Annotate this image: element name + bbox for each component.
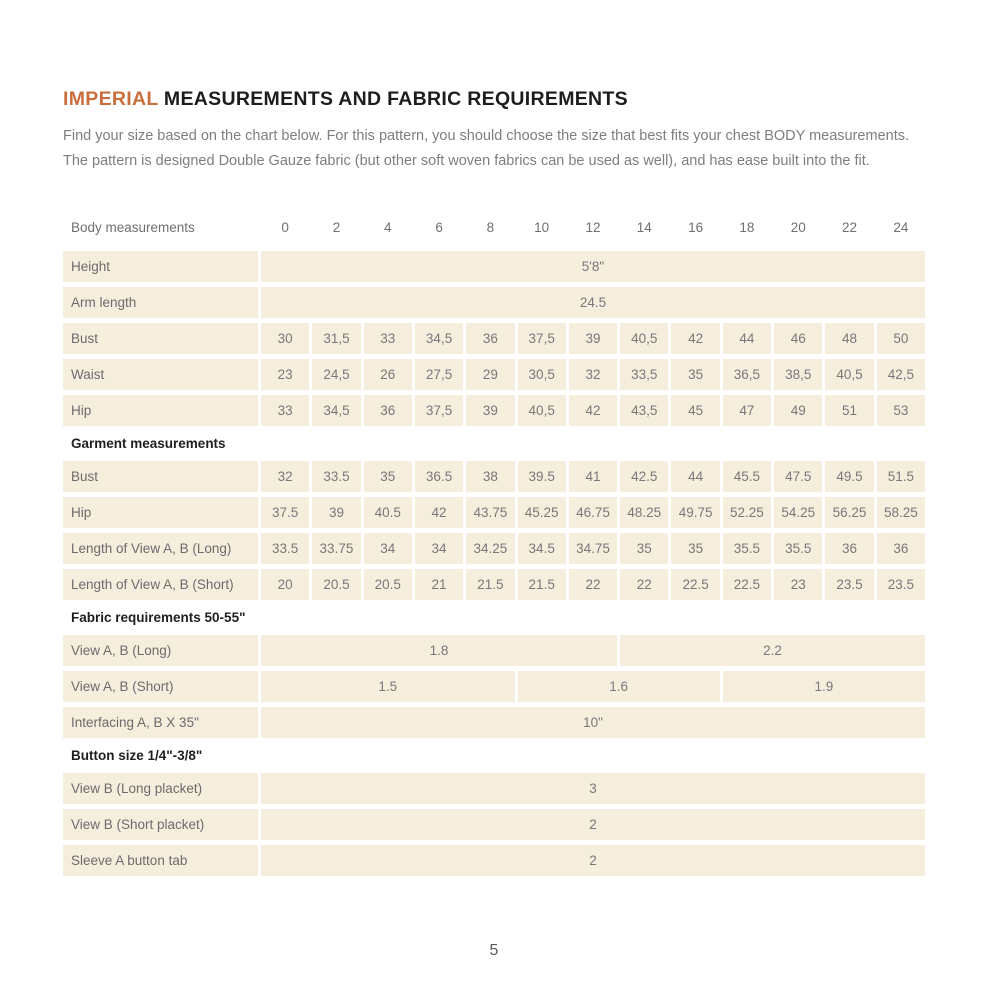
value-cell: 39 [312, 497, 360, 528]
value-cell: 21.5 [466, 569, 514, 600]
row-label: Height [63, 251, 258, 282]
value-cell: 48.25 [620, 497, 668, 528]
value-cell: 21.5 [518, 569, 566, 600]
value-cell: 47.5 [774, 461, 822, 492]
span-cell: 2 [261, 845, 925, 876]
value-cell: 40,5 [620, 323, 668, 354]
size-column-header: 6 [435, 219, 443, 235]
value-cell: 56.25 [825, 497, 873, 528]
value-cell: 43,5 [620, 395, 668, 426]
intro-line-1: Find your size based on the chart below. For this pattern, you should choose the size that best fits your chest BODY measurements. [63, 128, 910, 144]
value-cell: 54.25 [774, 497, 822, 528]
span-cell: 1.6 [518, 671, 720, 702]
value-cell: 37.5 [261, 497, 309, 528]
size-column-header: 4 [384, 219, 392, 235]
size-column-header: 24 [893, 219, 909, 235]
value-cell: 45.5 [723, 461, 771, 492]
size-column-header: 8 [486, 219, 495, 235]
table-row [63, 323, 925, 354]
row-label: Length of View A, B (Short) [63, 569, 258, 600]
value-cell: 36 [364, 395, 412, 426]
row-label: Bust [63, 323, 258, 354]
document-page [63, 0, 925, 960]
value-cell: 42 [569, 395, 617, 426]
span-cell: 2.2 [620, 635, 925, 666]
value-cell: 40,5 [518, 395, 566, 426]
value-cell: 33.5 [261, 533, 309, 564]
page-title [63, 88, 925, 111]
value-cell: 53 [877, 395, 925, 426]
value-cell: 47 [723, 395, 771, 426]
value-cell: 40,5 [825, 359, 873, 390]
row-label: View B (Long placket) [63, 773, 258, 804]
value-cell: 26 [364, 359, 412, 390]
table-row [63, 773, 925, 804]
table-row [63, 533, 925, 564]
value-cell: 23 [774, 569, 822, 600]
size-column-header: 20 [790, 219, 806, 235]
page-number: 5 [489, 942, 499, 959]
row-label: Arm length [63, 287, 258, 318]
table-row [63, 395, 925, 426]
table-row [63, 359, 925, 390]
value-cell: 41 [569, 461, 617, 492]
intro-line-2: The pattern is designed Double Gauze fabric (but other soft woven fabrics can be used as well), and has ease built into the fit. [63, 153, 870, 169]
title-accent: IMPERIAL [63, 88, 159, 110]
value-cell: 46.75 [569, 497, 617, 528]
table-row [63, 569, 925, 600]
value-cell: 42 [671, 323, 719, 354]
value-cell: 36.5 [415, 461, 463, 492]
row-label: View A, B (Long) [63, 635, 258, 666]
value-cell: 39 [569, 323, 617, 354]
value-cell: 34.25 [466, 533, 514, 564]
value-cell: 49.75 [671, 497, 719, 528]
size-column-header: 14 [636, 219, 652, 235]
value-cell: 42,5 [877, 359, 925, 390]
value-cell: 42.5 [620, 461, 668, 492]
value-cell: 32 [569, 359, 617, 390]
value-cell: 34,5 [415, 323, 463, 354]
value-cell: 36 [825, 533, 873, 564]
value-cell: 33.5 [312, 461, 360, 492]
value-cell: 33,5 [620, 359, 668, 390]
table-row [63, 251, 925, 282]
table-header-row [63, 214, 925, 240]
section-heading: Garment measurements [71, 436, 226, 451]
value-cell: 46 [774, 323, 822, 354]
value-cell: 50 [877, 323, 925, 354]
intro-text [63, 124, 925, 174]
value-cell: 23.5 [877, 569, 925, 600]
value-cell: 36 [877, 533, 925, 564]
value-cell: 33 [261, 395, 309, 426]
value-cell: 20.5 [364, 569, 412, 600]
table-row [63, 707, 925, 738]
table-row [63, 497, 925, 528]
value-cell: 45.25 [518, 497, 566, 528]
value-cell: 39.5 [518, 461, 566, 492]
value-cell: 35 [620, 533, 668, 564]
value-cell: 34.5 [518, 533, 566, 564]
column-header-label: Body measurements [71, 219, 195, 235]
value-cell: 31,5 [312, 323, 360, 354]
table-row [63, 809, 925, 840]
value-cell: 49.5 [825, 461, 873, 492]
size-column-header: 0 [281, 219, 289, 235]
span-cell: 2 [261, 809, 925, 840]
value-cell: 40.5 [364, 497, 412, 528]
value-cell: 20 [261, 569, 309, 600]
table-row [63, 287, 925, 318]
value-cell: 35 [671, 359, 719, 390]
table-row [63, 845, 925, 876]
span-cell: 24.5 [261, 287, 925, 318]
value-cell: 35 [364, 461, 412, 492]
measurements-table [63, 214, 925, 876]
value-cell: 44 [671, 461, 719, 492]
size-column-header: 12 [585, 219, 601, 235]
row-label: Length of View A, B (Long) [63, 533, 258, 564]
row-label: Waist [63, 359, 258, 390]
value-cell: 51 [825, 395, 873, 426]
value-cell: 23.5 [825, 569, 873, 600]
value-cell: 39 [466, 395, 514, 426]
value-cell: 30 [261, 323, 309, 354]
value-cell: 49 [774, 395, 822, 426]
value-cell: 51.5 [877, 461, 925, 492]
row-label: Hip [63, 497, 258, 528]
value-cell: 35.5 [774, 533, 822, 564]
value-cell: 20.5 [312, 569, 360, 600]
value-cell: 21 [415, 569, 463, 600]
value-cell: 34 [364, 533, 412, 564]
value-cell: 34.75 [569, 533, 617, 564]
section-heading: Button size 1/4"-3/8" [71, 748, 203, 763]
value-cell: 36,5 [723, 359, 771, 390]
value-cell: 35.5 [723, 533, 771, 564]
value-cell: 36 [466, 323, 514, 354]
row-label: View A, B (Short) [63, 671, 258, 702]
span-cell: 3 [261, 773, 925, 804]
value-cell: 24,5 [312, 359, 360, 390]
span-cell: 5'8" [261, 251, 925, 282]
value-cell: 32 [261, 461, 309, 492]
value-cell: 29 [466, 359, 514, 390]
value-cell: 35 [671, 533, 719, 564]
table-row [63, 671, 925, 702]
row-label: Interfacing A, B X 35" [63, 707, 258, 738]
value-cell: 58.25 [877, 497, 925, 528]
span-cell: 1.8 [261, 635, 617, 666]
value-cell: 27,5 [415, 359, 463, 390]
value-cell: 22 [569, 569, 617, 600]
value-cell: 22.5 [723, 569, 771, 600]
span-cell: 1.9 [723, 671, 925, 702]
size-column-header: 10 [534, 219, 550, 235]
value-cell: 22 [620, 569, 668, 600]
span-cell: 1.5 [261, 671, 515, 702]
section-heading: Fabric requirements 50-55" [71, 610, 246, 625]
value-cell: 33.75 [312, 533, 360, 564]
value-cell: 38,5 [774, 359, 822, 390]
table-row [63, 461, 925, 492]
row-label: Bust [63, 461, 258, 492]
row-label: View B (Short placket) [63, 809, 258, 840]
value-cell: 42 [415, 497, 463, 528]
value-cell: 38 [466, 461, 514, 492]
value-cell: 34 [415, 533, 463, 564]
value-cell: 37,5 [415, 395, 463, 426]
value-cell: 23 [261, 359, 309, 390]
value-cell: 45 [671, 395, 719, 426]
value-cell: 22.5 [671, 569, 719, 600]
value-cell: 52.25 [723, 497, 771, 528]
size-column-header: 2 [332, 219, 341, 235]
span-cell: 10" [261, 707, 925, 738]
value-cell: 33 [364, 323, 412, 354]
title-rest: MEASUREMENTS AND FABRIC REQUIREMENTS [158, 88, 628, 110]
value-cell: 48 [825, 323, 873, 354]
value-cell: 30,5 [518, 359, 566, 390]
value-cell: 44 [723, 323, 771, 354]
row-label: Sleeve A button tab [63, 845, 258, 876]
size-column-header: 22 [842, 219, 858, 235]
value-cell: 37,5 [518, 323, 566, 354]
table-row [63, 635, 925, 666]
value-cell: 43.75 [466, 497, 514, 528]
value-cell: 34,5 [312, 395, 360, 426]
size-column-header: 16 [688, 219, 704, 235]
row-label: Hip [63, 395, 258, 426]
size-column-header: 18 [739, 219, 755, 235]
